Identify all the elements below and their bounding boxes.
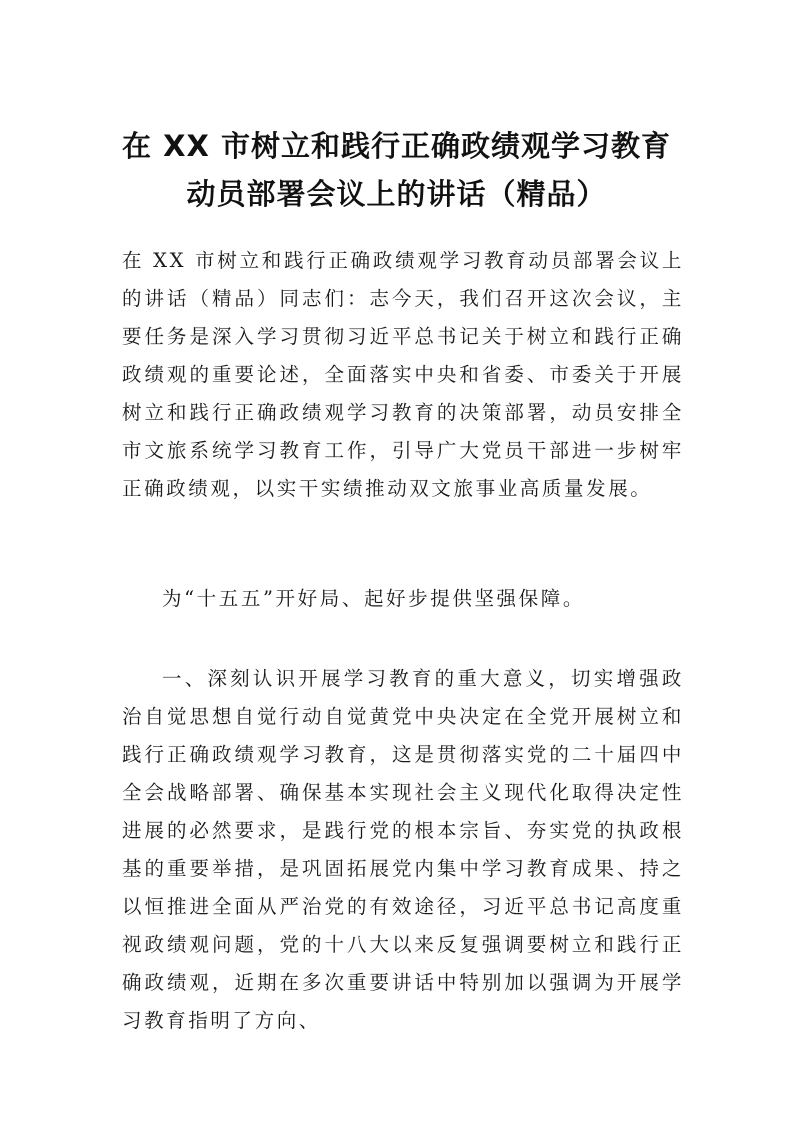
document-title-line-1: 在 XX 市树立和践行正确政绩观学习教育 bbox=[122, 129, 671, 163]
paragraph-section-one: 一、深刻认识开展学习教育的重大意义，切实增强政治自觉思想自觉行动自觉黄党中央决定在全党开展树立和践行正确政绩观学习教育，这是贯彻落实党的二十届四中全会战略部署、确保基本实现社会主义现代化取得决定性进展的必然要求，是践行党的根本宗旨、夯实党的执政根基的重要举措，是巩固拓展党内集中学习教育成果、持之以恒推进全面从严治党的有效途径，习近平总书记高度重视政绩观问题，党的十八大以来反复强调要树立和践行正确政绩观，近期在多次重要讲话中特别加以强调为开展学习教育指明了方向、 bbox=[122, 667, 684, 1032]
paragraph-safeguard: 为“十五五”开好局、起好步提供坚强保障。 bbox=[162, 587, 585, 610]
document-title-line-2: 动员部署会议上的讲话（精品） bbox=[186, 177, 607, 211]
paragraph-intro: 在 XX 市树立和践行正确政绩观学习教育动员部署会议上的讲话（精品）同志们：志今天，我们召开这次会议，主要任务是深入学习贯彻习近平总书记关于树立和践行正确政绩观的重要论述，全面落实中央和省委、市委关于开展树立和践行正确政绩观学习教育的决策部署，动员安排全市文旅系统学习教育工作，引导广大党员干部进一步树牢正确政绩观，以实干实绩推动双文旅事业高质量发展。 bbox=[122, 249, 684, 500]
